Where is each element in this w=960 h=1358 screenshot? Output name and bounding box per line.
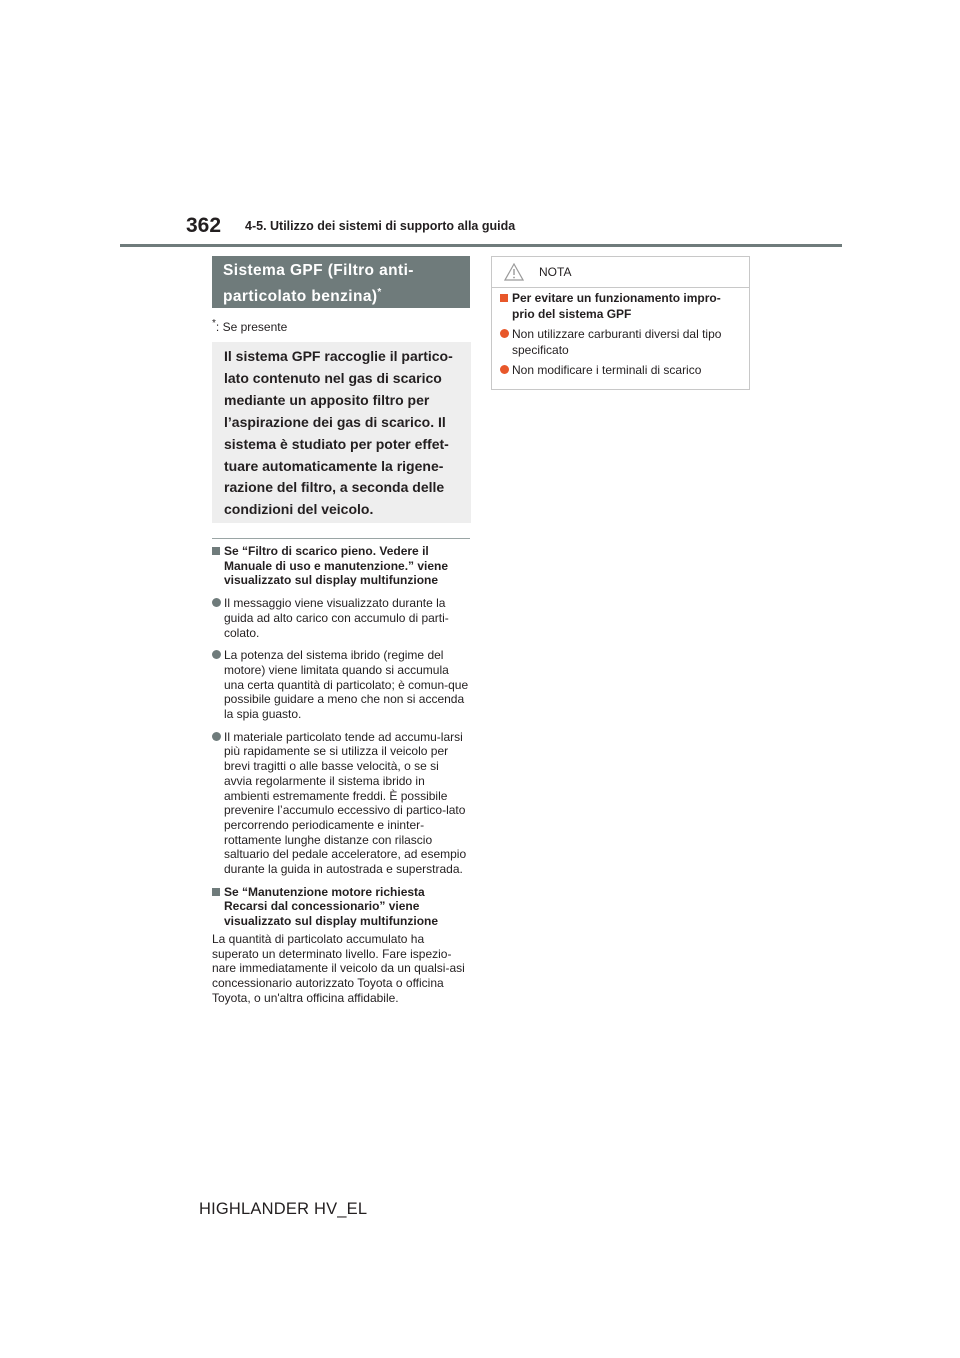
main-column [212,544,470,1005]
round-bullet-icon [212,598,221,607]
section-title-box [212,256,470,308]
body-paragraph: La quantità di particolato accumulato ha superato un determinato livello. Fare ispezio-nare immediatamente il veicolo da un qualsi-asi concessionario autorizzato Toyota o officina Toyota, o un'altra officina affidabile. [212,931,465,1005]
note-subheading [500,291,741,322]
list-item-text: Il messaggio viene visualizzato durante la guida ad alto carico con accumulo di parti-colato. [224,596,449,640]
square-bullet-icon [500,294,508,302]
intro-line: sistema è studiato per poter effet- [224,435,449,452]
subheading-engine-maintenance [212,885,470,929]
footnote [212,318,287,334]
note-item-text: Non modificare i terminali di scarico [512,363,702,377]
list-item-text: La potenza del sistema ibrido (regime del motore) viene limitata quando si accumula una certa quantità di particolato; è comun-que possibile guidare a meno che non si accenda la spia guasto. [224,648,469,722]
warning-triangle-icon [504,263,524,281]
list-item [212,648,470,722]
section-title-line-2 [223,282,459,308]
intro-line: lato contenuto nel gas di scarico [224,369,442,386]
page-number: 362 [186,214,222,237]
content-divider [212,538,470,539]
list-item [212,596,470,640]
subheading-text: Se “Filtro di scarico pieno. Vedere il Manuale di uso e manutenzione.” viene visualizzato sul display multifunzione [224,544,449,588]
footnote-text: : Se presente [215,320,288,334]
section-title-line-1: Sistema GPF (Filtro anti- [223,262,414,279]
note-list-item [500,363,741,379]
note-list-item [500,327,741,358]
note-label: NOTA [539,265,572,279]
note-body [492,288,749,379]
note-box [491,256,750,390]
header-rule [120,244,842,247]
footer-model: HIGHLANDER HV_EL [199,1200,368,1218]
round-bullet-icon [212,650,221,659]
round-bullet-icon [212,732,221,741]
intro-line: tuare automaticamente la rigene- [224,457,444,474]
intro-line: mediante un apposito filtro per [224,391,430,408]
footnote-mark: * [212,318,216,329]
list-item [212,730,470,877]
intro-box [212,342,471,523]
subheading-text: Se “Manutenzione motore richiesta Recarsi dal concessionario” viene visualizzato sul display multifunzione [224,884,439,929]
list-item-text: Il materiale particolato tende ad accumu-larsi più rapidamente se si utilizza il veicolo per brevi tragitti o alle basse velocità, o se si avvia regolarmente il sistema ibrido in ambienti estremamente freddi. È possibile prevenire l’accumulo eccessivo di partico-lato percorrendo periodicamente e ininter-rottamente lunghe distanze con rilascio saltuario del pedale acceleratore, ad esempio durante la guida in autostrada e superstrada. [224,729,467,877]
section-title-mark: * [377,287,382,298]
square-bullet-icon [212,547,220,555]
subheading-filter-full [212,544,470,588]
note-header [492,257,749,288]
note-subheading-text: Per evitare un funzionamento impro-prio del sistema GPF [512,291,721,321]
intro-line: Il sistema GPF raccoglie il partico- [224,348,453,364]
intro-line: condizioni del veicolo. [224,501,374,518]
intro-line: l’aspirazione dei gas di scarico. Il [224,413,446,430]
round-bullet-icon [500,365,509,374]
section-title-text: particolato benzina) [223,288,378,306]
round-bullet-icon [500,329,509,338]
spacer [212,877,470,885]
square-bullet-icon [212,888,220,896]
intro-line: razione del filtro, a seconda delle [224,479,445,496]
chapter-title: 4-5. Utilizzo dei sistemi di supporto alla guida [245,219,516,233]
note-item-text: Non utilizzare carburanti diversi dal tipo specificato [512,327,722,357]
